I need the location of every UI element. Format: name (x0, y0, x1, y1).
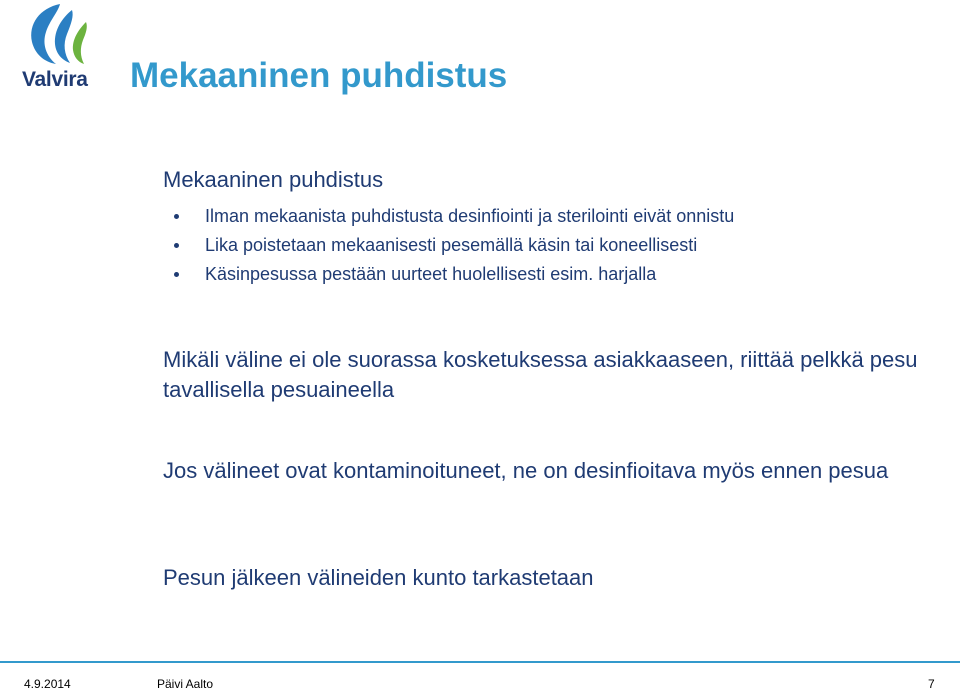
paragraph-contamination: Jos välineet ovat kontaminoituneet, ne on desinfioitava myös ennen pesua (163, 458, 889, 483)
section-heading: Mekaaninen puhdistus (163, 167, 384, 192)
footer-date: 4.9.2014 (24, 677, 71, 691)
footer-bar (0, 663, 960, 692)
paragraph-inspection: Pesun jälkeen välineiden kunto tarkastetaan (163, 565, 594, 590)
bullet-icon (174, 214, 179, 219)
bullet-item (174, 202, 943, 231)
bullet-icon (174, 243, 179, 248)
bullet-icon (174, 272, 179, 277)
slide-content (163, 166, 943, 590)
bullet-text: Ilman mekaanista puhdistusta desinfiointi ja sterilointi eivät onnistu (205, 206, 735, 226)
bullet-text: Käsinpesussa pestään uurteet huolellisesti esim. harjalla (205, 264, 657, 284)
paragraph-washing: Mikäli väline ei ole suorassa kosketuksessa asiakkaaseen, riittää pelkkä pesu tavallisella pesuaineella (163, 347, 918, 402)
bullet-item (174, 231, 943, 260)
footer-page-number: 7 (928, 677, 935, 691)
valvira-logo-icon (22, 2, 92, 68)
slide-title: Mekaaninen puhdistus (130, 56, 508, 95)
footer-author: Päivi Aalto (157, 677, 214, 691)
bullet-text: Lika poistetaan mekaanisesti pesemällä käsin tai koneellisesti (205, 235, 698, 255)
valvira-logo (22, 2, 92, 94)
bullet-list (163, 202, 943, 289)
bullet-item (174, 260, 943, 289)
logo-text: Valvira (22, 68, 88, 91)
